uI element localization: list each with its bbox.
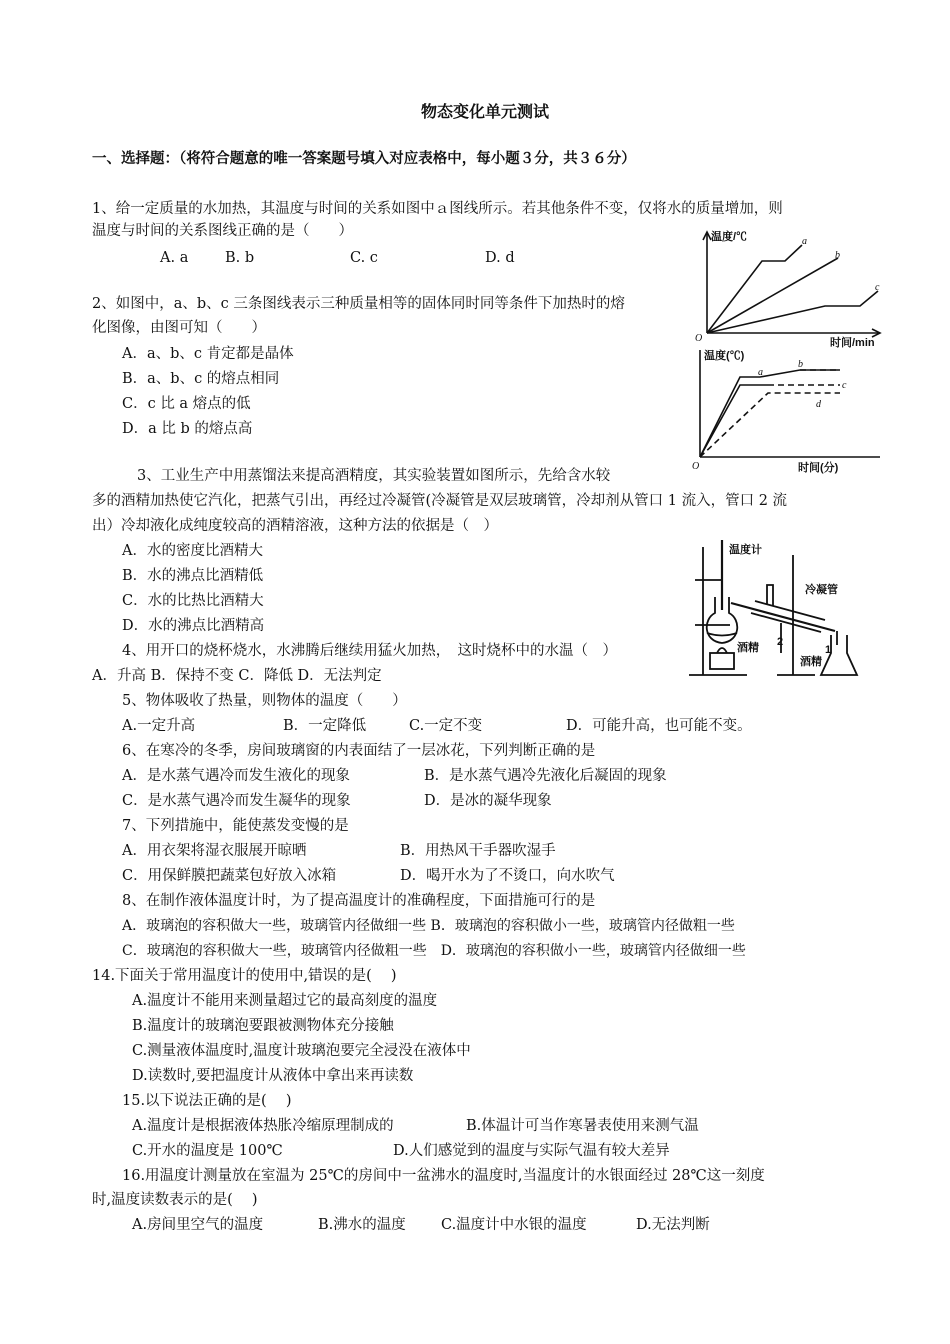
label-condenser: 冷凝管	[805, 584, 838, 596]
q2-stem-line1: 2、如图中，a、b、c 三条图线表示三种质量相等的固体同时同等条件下加热时的熔	[92, 296, 625, 312]
label-port-2: 2	[777, 636, 784, 648]
q2-option-b: B．a、b、c 的熔点相同	[122, 371, 280, 387]
q15-stem: 15.以下说法正确的是( )	[122, 1093, 292, 1109]
q14-option-d: D.读数时,要把温度计从液体中拿出来再读数	[132, 1068, 414, 1084]
q3-option-b: B．水的沸点比酒精低	[122, 568, 264, 584]
fig1-ylabel: 温度/℃	[711, 231, 748, 243]
section-heading: 一、选择题：（将符合题意的唯一答案题号填入对应表格中，每小题３分，共３６分）	[92, 151, 636, 167]
q5-option-d: D．可能升高，也可能不变。	[566, 718, 752, 734]
fig1-label-b: b	[835, 250, 840, 261]
figure-heating-curves	[690, 228, 890, 348]
q8-options-row1: A．玻璃泡的容积做大一些，玻璃管内径做细一些 B．玻璃泡的容积做小一些，玻璃管内径做粗一些	[122, 918, 735, 934]
label-port-1: 1	[825, 644, 832, 656]
q16-option-d: D.无法判断	[636, 1217, 710, 1233]
q5-option-b: B．一定降低	[283, 718, 367, 734]
q16-option-c: C.温度计中水银的温度	[441, 1217, 587, 1233]
q1-option-d: D. d	[485, 250, 515, 266]
condenser-inner	[731, 603, 835, 631]
q15-option-d: D.人们感觉到的温度与实际气温有较大差异	[393, 1143, 670, 1159]
q6-stem: 6、在寒冷的冬季，房间玻璃窗的内表面结了一层冰花，下列判断正确的是	[122, 743, 596, 759]
label-alcohol-product: 酒精	[800, 656, 822, 668]
q1-option-a: A. a	[160, 250, 189, 266]
figure-melting-curves	[690, 345, 890, 475]
q2-stem-line2: 化图像，由图可知（ ）	[92, 320, 266, 336]
q2-option-d: D．a 比 b 的熔点高	[122, 421, 253, 437]
q16-option-b: B.沸水的温度	[318, 1217, 406, 1233]
q2-option-a: A．a、b、c 肯定都是晶体	[122, 346, 294, 362]
fig2-label-c: c	[842, 380, 847, 391]
fig1-curve-c	[707, 291, 878, 333]
q14-stem: 14.下面关于常用温度计的使用中,错误的是( )	[92, 968, 397, 984]
q6-option-a: A．是水蒸气遇冷而发生液化的现象	[122, 768, 350, 784]
q5-option-a: A.一定升高	[122, 718, 196, 734]
q7-option-c: C．用保鲜膜把蔬菜包好放入冰箱	[122, 868, 337, 884]
q16-stem-line2: 时,温度读数表示的是( )	[92, 1192, 258, 1208]
q14-option-b: B.温度计的玻璃泡要跟被测物体充分接触	[132, 1018, 394, 1034]
fig1-curve-b	[707, 258, 838, 333]
q3-stem-line1: 3、工业生产中用蒸馏法来提高酒精度，其实验装置如图所示，先给含水较	[137, 468, 611, 484]
q7-stem: 7、下列措施中，能使蒸发变慢的是	[122, 818, 349, 834]
q4-options: A．升高 B．保持不变 C．降低 D．无法判定	[92, 668, 382, 684]
fig2-xlabel: 时间(分)	[798, 462, 839, 474]
q3-option-d: D．水的沸点比酒精高	[122, 618, 265, 634]
burner	[710, 653, 734, 669]
q1-stem-line2: 温度与时间的关系图线正确的是（ ）	[92, 223, 353, 239]
q6-option-c: C．是水蒸气遇冷而发生凝华的现象	[122, 793, 351, 809]
fig2-label-d: d	[816, 399, 821, 410]
figure-distillation-apparatus	[685, 535, 865, 685]
q7-option-d: D．喝开水为了不烫口，向水吹气	[400, 868, 615, 884]
q14-option-c: C.测量液体温度时,温度计玻璃泡要完全浸没在液体中	[132, 1043, 471, 1059]
q15-option-a: A.温度计是根据液体热胀冷缩原理制成的	[132, 1118, 394, 1134]
q6-option-b: B．是水蒸气遇冷先液化后凝固的现象	[424, 768, 667, 784]
fig2-label-a: a	[758, 367, 763, 378]
q7-option-a: A．用衣架将湿衣服展开晾晒	[122, 843, 307, 859]
q7-option-b: B．用热风干手器吹湿手	[400, 843, 556, 859]
q6-option-d: D．是冰的凝华现象	[424, 793, 552, 809]
q8-stem: 8、在制作液体温度计时，为了提高温度计的准确程度，下面措施可行的是	[122, 893, 596, 909]
fig1-xlabel: 时间/min	[830, 337, 875, 348]
q16-option-a: A.房间里空气的温度	[132, 1217, 264, 1233]
fig2-origin: O	[692, 461, 700, 472]
q3-stem-line2: 多的酒精加热使它汽化，把蒸气引出，再经过冷凝管(冷凝管是双层玻璃管，冷却剂从管口 1 流入，管口 2 流	[92, 493, 788, 509]
q2-option-c: C．c 比 a 熔点的低	[122, 396, 251, 412]
fig1-label-a: a	[802, 236, 807, 247]
fig2-label-b: b	[798, 359, 803, 370]
q15-option-c: C.开水的温度是 100℃	[132, 1143, 283, 1159]
fig2-curve-a	[700, 370, 840, 457]
label-thermometer: 温度计	[729, 544, 762, 556]
q16-stem-line1: 16.用温度计测量放在室温为 25℃的房间中一盆沸水的温度时,当温度计的水银面经过 28℃这一刻度	[122, 1168, 765, 1184]
q15-option-b: B.体温计可当作寒暑表使用来测气温	[466, 1118, 699, 1134]
q3-option-c: C．水的比热比酒精大	[122, 593, 264, 609]
q5-option-c: C.一定不变	[409, 718, 483, 734]
q3-stem-line3: 出）冷却液化成纯度较高的酒精溶液，这种方法的依据是（ ）	[92, 518, 498, 534]
q1-option-c: C. c	[350, 250, 378, 266]
fig1-label-c: c	[875, 282, 880, 293]
fig1-curve-a	[707, 245, 802, 333]
q1-stem-line1: 1、给一定质量的水加热，其温度与时间的关系如图中ａ图线所示。若其他条件不变，仅将水的质量增加，则	[92, 201, 783, 217]
fig2-ylabel: 温度(℃)	[704, 350, 745, 362]
q1-option-b: B. b	[225, 250, 255, 266]
q4-stem: 4、用开口的烧杯烧水，水沸腾后继续用猛火加热， 这时烧杯中的水温（ ）	[122, 643, 617, 659]
label-alcohol-flask: 酒精	[737, 642, 759, 654]
fig2-curve-a-flat	[700, 385, 768, 457]
q3-option-a: A．水的密度比酒精大	[122, 543, 263, 559]
flask-liquid	[707, 633, 737, 636]
page-title: 物态变化单元测试	[420, 102, 549, 121]
q5-stem: 5、物体吸收了热量，则物体的温度（ ）	[122, 693, 407, 709]
q8-options-row2: C．玻璃泡的容积做大一些，玻璃管内径做粗一些 D．玻璃泡的容积做小一些，玻璃管内径做细一些	[122, 943, 746, 959]
fig1-origin: O	[695, 333, 703, 344]
port-upper	[767, 585, 773, 606]
q14-option-a: A.温度计不能用来测量超过它的最高刻度的温度	[132, 993, 438, 1009]
